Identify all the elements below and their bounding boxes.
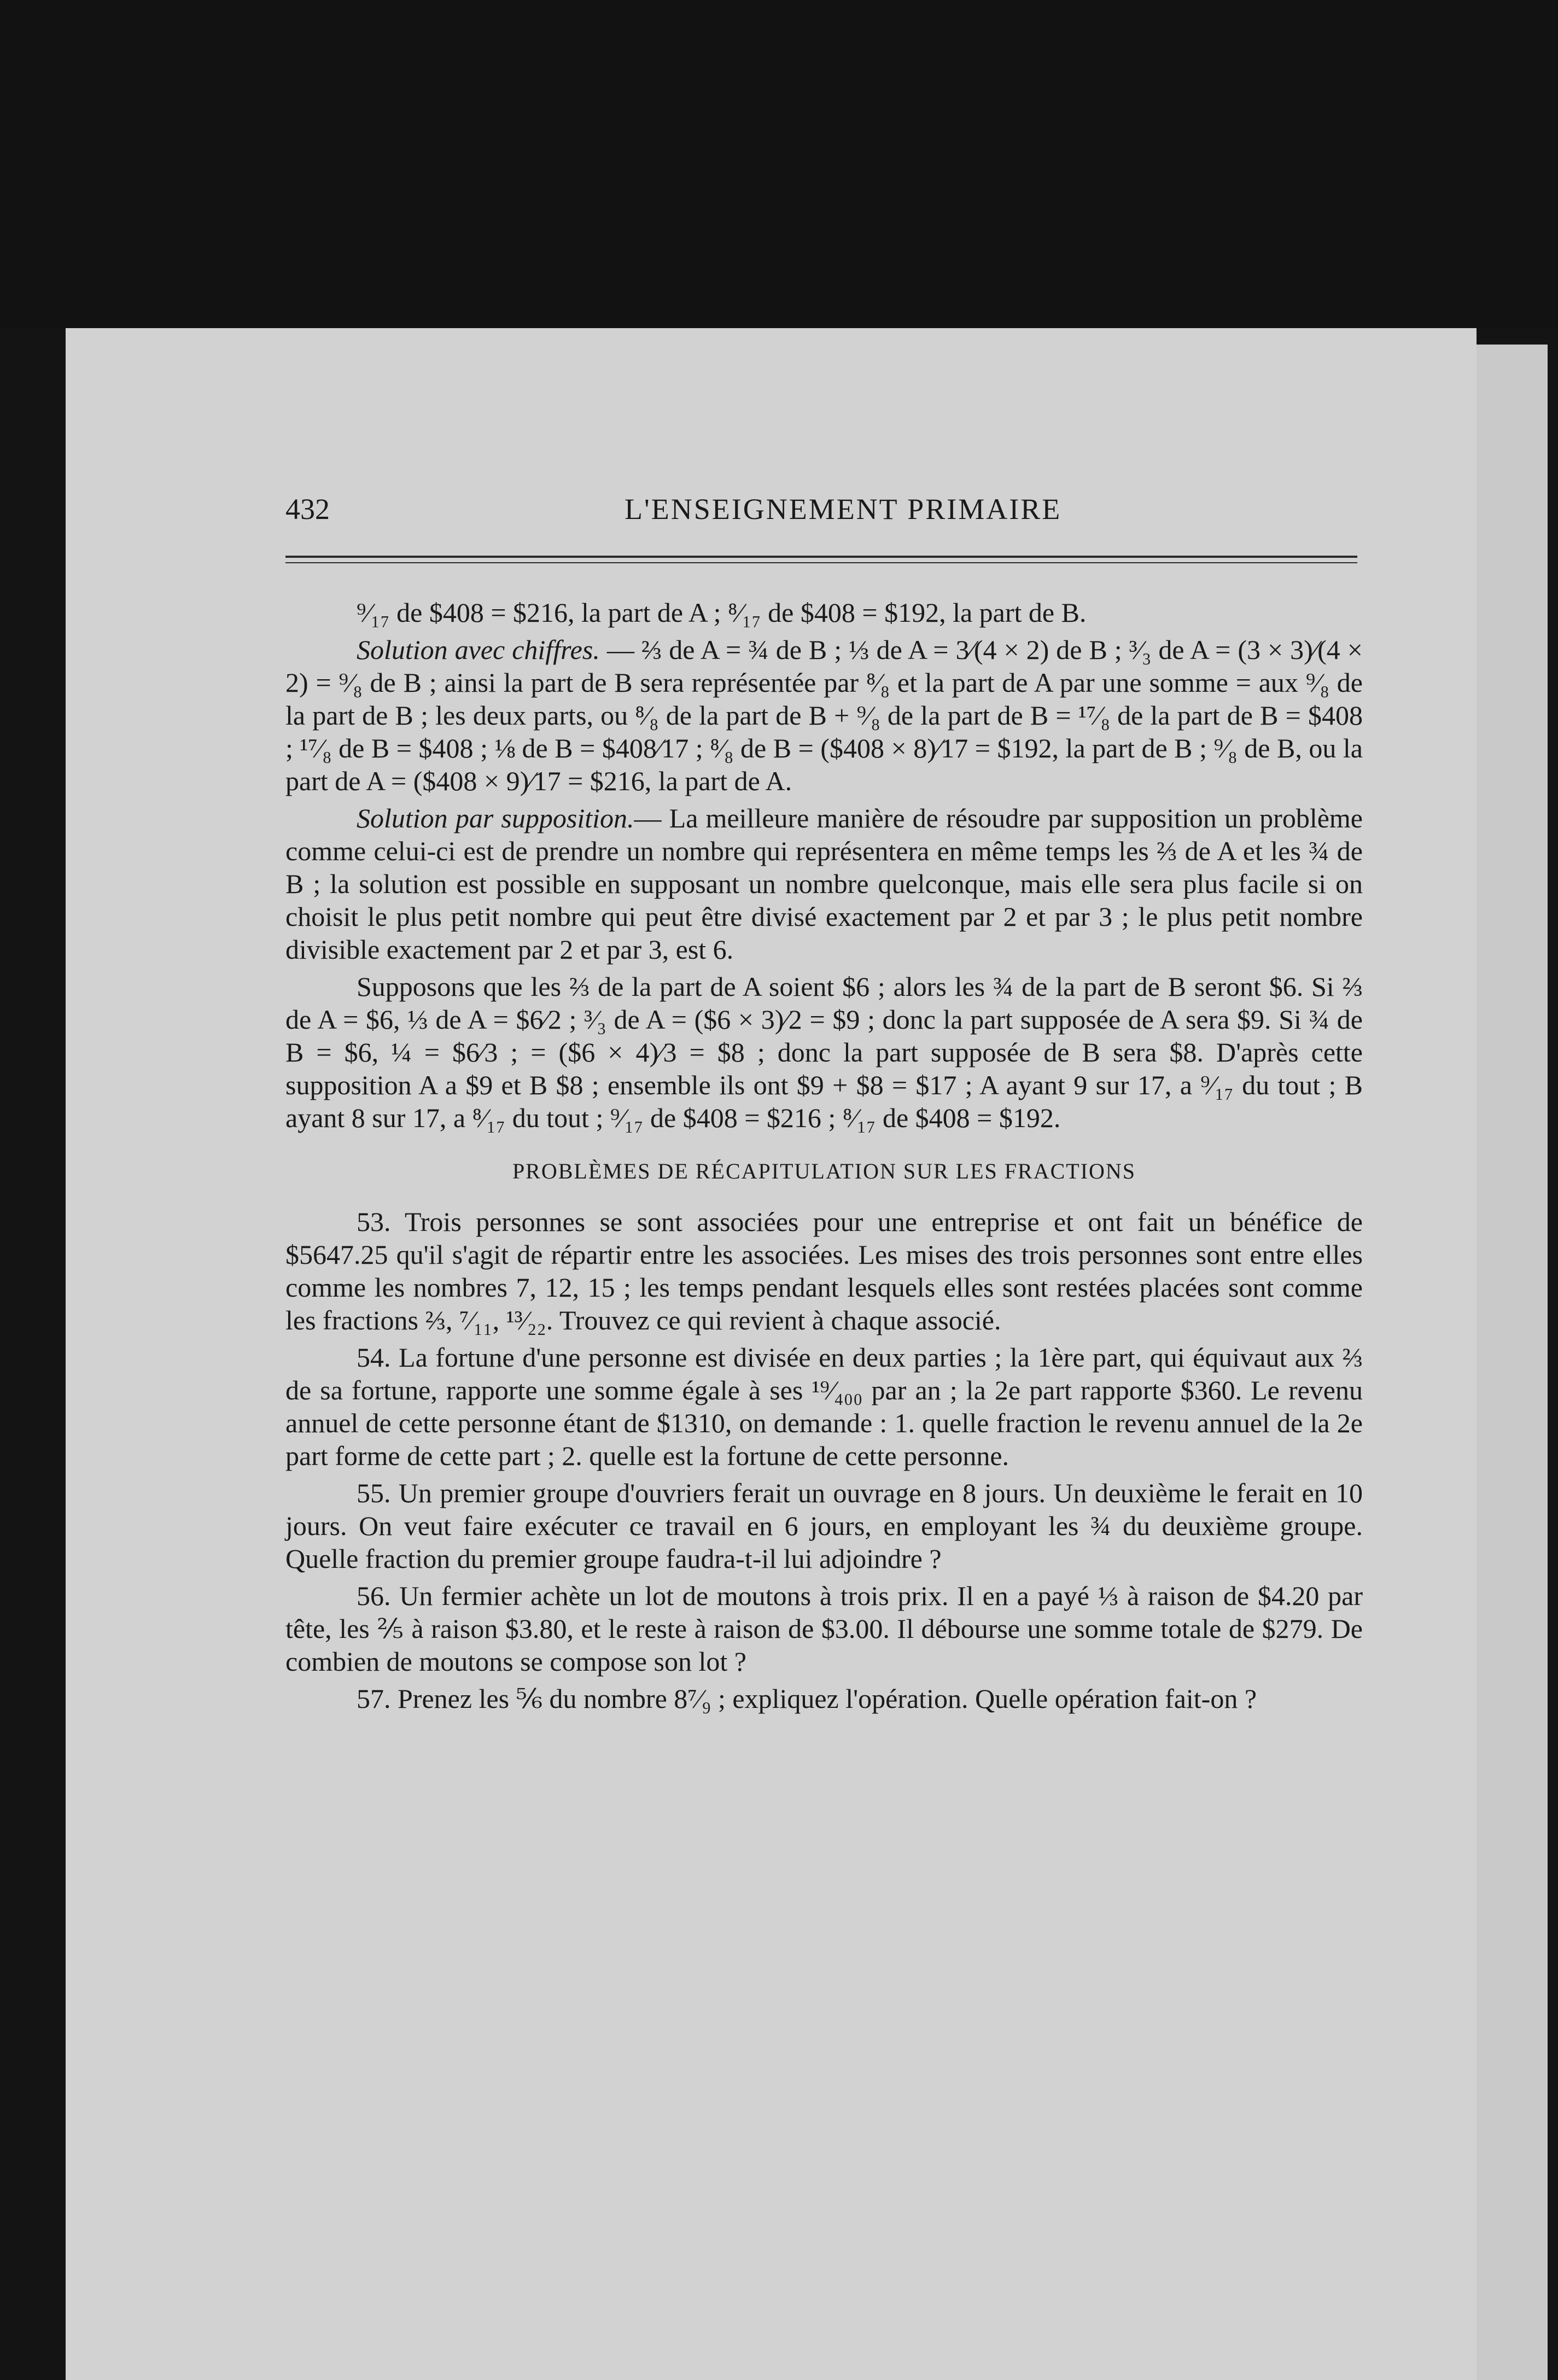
problem-number: 56. xyxy=(357,1580,391,1611)
problem-item: 57. Prenez les ⅚ du nombre 8⁷⁄₉ ; expliquez l'opération. Quelle opération fait-on ? xyxy=(357,1683,1257,1714)
problem-item: 56. Un fermier achète un lot de moutons à trois prix. Il en a payé ⅓ à raison de $4.20 par tête, les ⅖ à raison $3.80, et le reste à raison de $3.00. Il débourse une somme totale de $279. De combien de moutons se compose son lot ? xyxy=(285,1580,1363,1677)
scan-background xyxy=(0,0,1558,328)
section-title: PROBLÈMES DE RÉCAPITULATION SUR LES FRACTIONS xyxy=(512,1159,1136,1183)
paragraph-label: Solution avec chiffres. xyxy=(357,634,600,665)
facing-page-edge xyxy=(1477,345,1548,2380)
problem-number: 53. xyxy=(357,1206,391,1237)
paragraph: Supposons que les ⅔ de la part de A soient $6 ; alors les ¾ de la part de B seront $6. Si ⅔ de A = $6, ⅓ de A = $6⁄2 ; ³⁄₃ de A = ($6 × 3)⁄2 = $9 ; donc la part supposée de A sera $9. Si ¾ de B = $6, ¼ = $6⁄3 ; = ($6 × 4)⁄3 = $8 ; donc la part supposée de B sera $8. D'après cette supposition A a $9 et B $8 ; ensemble ils ont $9 + $8 = $17 ; A ayant 9 sur 17, a ⁹⁄₁₇ du tout ; B ayant 8 sur 17, a ⁸⁄₁₇ du tout ; ⁹⁄₁₇ de $408 = $216 ; ⁸⁄₁₇ de $408 = $192. xyxy=(285,971,1363,1133)
running-header xyxy=(285,492,1423,536)
book-page xyxy=(66,328,1477,2380)
page-number: 432 xyxy=(285,493,330,526)
page-content xyxy=(285,596,1363,1719)
header-rule xyxy=(285,556,1357,558)
running-title: L'ENSEIGNEMENT PRIMAIRE xyxy=(625,493,1062,526)
problem-number: 57. xyxy=(357,1683,391,1714)
paragraph: Solution par supposition.— La meilleure manière de résoudre par supposition un problème comme celui-ci est de prendre un nombre qui représentera en même temps les ⅔ de A et les ¾ de B ; la solution est possible en supposant un nombre quelconque, mais elle sera plus facile si on choisit le plus petit nombre qui peut être divisé exactement par 2 et par 3 ; le plus petit nombre divisible exactement par 2 et par 3, est 6. xyxy=(285,803,1363,965)
problem-number: 54. xyxy=(357,1342,391,1373)
paragraph-label: Solution par supposition. xyxy=(357,803,634,833)
problem-item: 55. Un premier groupe d'ouvriers ferait un ouvrage en 8 jours. Un deuxième le ferait en 10 jours. On veut faire exécuter ce travail en 6 jours, en employant les ¾ du deuxième groupe. Quelle fraction du premier groupe faudra-t-il lui adjoindre ? xyxy=(285,1478,1363,1574)
paragraph: Solution avec chiffres. — ⅔ de A = ¾ de B ; ⅓ de A = 3⁄(4 × 2) de B ; ³⁄₃ de A = (3 × 3)⁄(4 × 2) = ⁹⁄₈ de B ; ainsi la part de B sera représentée par ⁸⁄₈ et la part de A par une somme = aux ⁹⁄₈ de la part de B ; les deux parts, ou ⁸⁄₈ de la part de B + ⁹⁄₈ de la part de B = ¹⁷⁄₈ de la part de B = $408 ; ¹⁷⁄₈ de B = $408 ; ⅛ de B = $408⁄17 ; ⁸⁄₈ de B = ($408 × 8)⁄17 = $192, la part de B ; ⁹⁄₈ de B, ou la part de A = ($408 × 9)⁄17 = $216, la part de A. xyxy=(285,634,1363,796)
problem-number: 55. xyxy=(357,1478,391,1508)
paragraph: ⁹⁄₁₇ de $408 = $216, la part de A ; ⁸⁄₁₇ de $408 = $192, la part de B. xyxy=(357,597,1087,628)
problem-item: 54. La fortune d'une personne est divisée en deux parties ; la 1ère part, qui équivaut aux ⅔ de sa fortune, rapporte une somme égale à ses ¹⁹⁄₄₀₀ par an ; la 2e part rapporte $360. Le revenu annuel de cette personne étant de $1310, on demande : 1. quelle fraction le revenu annuel de la 2e part forme de cette part ; 2. quelle est la fortune de cette personne. xyxy=(285,1342,1363,1471)
problem-item: 53. Trois personnes se sont associées pour une entreprise et ont fait un bénéfice de $5647.25 qu'il s'agit de répartir entre les associées. Les mises des trois personnes sont entre elles comme les nombres 7, 12, 15 ; les temps pendant lesquels elles sont restées placées sont comme les fractions ⅔, ⁷⁄₁₁, ¹³⁄₂₂. Trouvez ce qui revient à chaque associé. xyxy=(285,1206,1363,1335)
header-rule-thin xyxy=(285,562,1357,563)
